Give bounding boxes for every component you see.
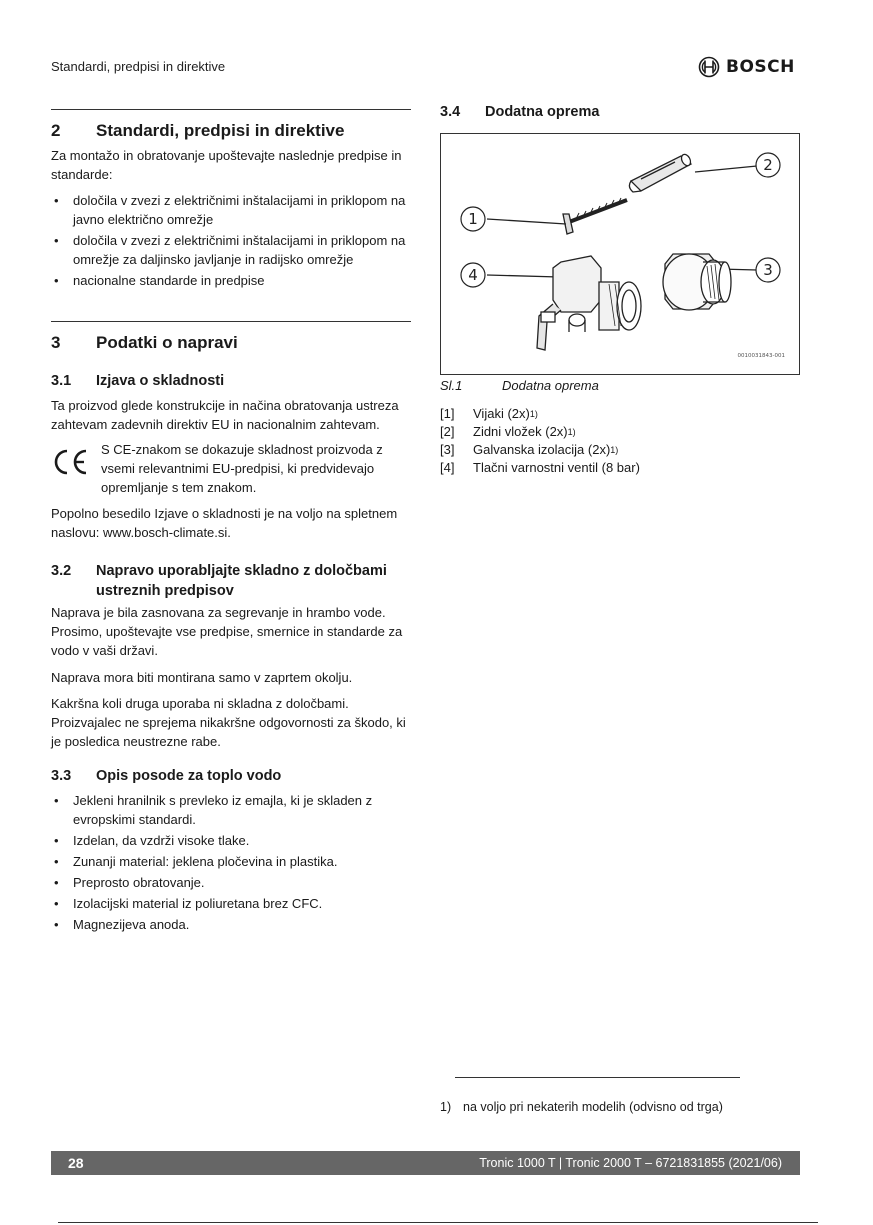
list-item: • določila v zvezi z električnimi inštalacijami in priklopom na javno električno omrežje — [54, 193, 406, 227]
running-header: Standardi, predpisi in direktive — [51, 59, 226, 74]
section-3-1-heading: 3.1 Izjava o skladnosti — [51, 373, 225, 389]
bosch-logo — [698, 56, 795, 78]
callout-1 — [461, 207, 485, 231]
figure-code: 0010031843-001 — [737, 353, 785, 359]
ce-mark-icon — [51, 440, 101, 497]
relief-valve-drawing — [537, 256, 641, 350]
bottom-rule — [58, 1222, 818, 1223]
section-3-heading: 3 Podatki o napravi — [51, 333, 238, 352]
page-number: 28 — [68, 1155, 84, 1171]
list-item: • Magnezijeva anoda. — [54, 917, 190, 932]
document-id: Tronic 1000 T | Tronic 2000 T – 6721831855 (2021/06) — [479, 1156, 782, 1170]
conformity-paragraph: Ta proizvod glede konstrukcije in načina obratovanja ustreza zahtevam zadevnih direktiv EU in nacionalnim zahtevam. — [51, 398, 399, 432]
svg-text:4: 4 — [468, 266, 478, 284]
section-3-4-heading: 3.4 Dodatna oprema — [440, 104, 600, 120]
bosch-armature-icon — [698, 56, 720, 78]
section-2-list — [51, 191, 411, 292]
section-2-heading: 2 Standardi, predpisi in direktive — [51, 121, 345, 140]
legend-item: [2] Zidni vložek (2x) 1) — [440, 424, 576, 439]
footnote: 1) na voljo pri nekaterih modelih (odvisno od trga) — [440, 1100, 723, 1114]
list-item: • Izolacijski material iz poliuretana brez CFC. — [54, 896, 323, 911]
list-item: • nacionalne standarde in predpise — [54, 273, 265, 288]
figure-caption: Sl.1 Dodatna oprema — [440, 378, 599, 393]
callout-4 — [461, 263, 485, 287]
screw-drawing — [563, 198, 627, 234]
brand-wordmark: BOSCH — [726, 57, 795, 77]
section-rule — [51, 109, 411, 110]
liability-paragraph: Kakršna koli druga uporaba ni skladna z določbami. Proizvajalec ne sprejema nikakršne odgovornosti za škodo, ki je posledica neustrezne rabe. — [51, 696, 406, 749]
section-3-2-heading: 3.2 Napravo uporabljajte skladno z določbami ustreznih predpisov — [51, 563, 387, 599]
list-item: • Zunanji material: jeklena pločevina in plastika. — [54, 854, 338, 869]
indoor-paragraph: Naprava mora biti montirana samo v zaprtem okolju. — [51, 670, 353, 685]
svg-text:1: 1 — [468, 210, 478, 228]
list-item: • Izdelan, da vzdrži visoke tlake. — [54, 833, 250, 848]
accessories-figure — [440, 133, 800, 375]
legend-item: [3] Galvanska izolacija (2x) 1) — [440, 442, 619, 457]
wall-plug-drawing — [629, 153, 692, 192]
section-rule — [51, 321, 411, 322]
section-3-3-heading: 3.3 Opis posode za toplo vodo — [51, 768, 282, 784]
list-item: • določila v zvezi z električnimi inštalacijami in priklopom na omrežje za daljinsko javljanje in radijsko omrežje — [54, 233, 406, 267]
intended-use-paragraph: Naprava je bila zasnovana za segrevanje in hrambo vode. Prosimo, upoštevajte vse predpise, smernice in standarde za vodo v vaši državi. — [51, 605, 403, 658]
callout-3 — [756, 258, 780, 282]
section-2-intro: Za montažo in obratovanje upoštevajte naslednje predpise in standarde: — [51, 148, 402, 182]
list-item: • Preprosto obratovanje. — [54, 875, 205, 890]
svg-text:2: 2 — [763, 156, 773, 174]
ce-notice — [51, 440, 411, 497]
list-item: • Jekleni hranilnik s prevleko iz emajla, ki je skladen z evropskimi standardi. — [54, 793, 373, 827]
footnote-rule — [455, 1077, 740, 1078]
ce-text: S CE-znakom se dokazuje skladnost proizvoda z vsemi relevantnimi EU-predpisi, ki predvidevajo opremljanje s tem znakom. — [101, 442, 383, 495]
conformity-url-paragraph: Popolno besedilo Izjave o skladnosti je na voljo na spletnem naslovu: www.bosch-climate.si. — [51, 506, 398, 540]
galvanic-insulation-drawing — [663, 254, 731, 310]
svg-text:3: 3 — [763, 261, 773, 279]
legend-item: [4] Tlačni varnostni ventil (8 bar) — [440, 460, 640, 475]
footer-bar — [51, 1151, 800, 1175]
figure-legend — [440, 405, 640, 477]
legend-item: [1] Vijaki (2x) 1) — [440, 406, 538, 421]
accessories-drawing — [441, 134, 799, 374]
callout-2 — [756, 153, 780, 177]
tank-description-list — [51, 791, 411, 936]
